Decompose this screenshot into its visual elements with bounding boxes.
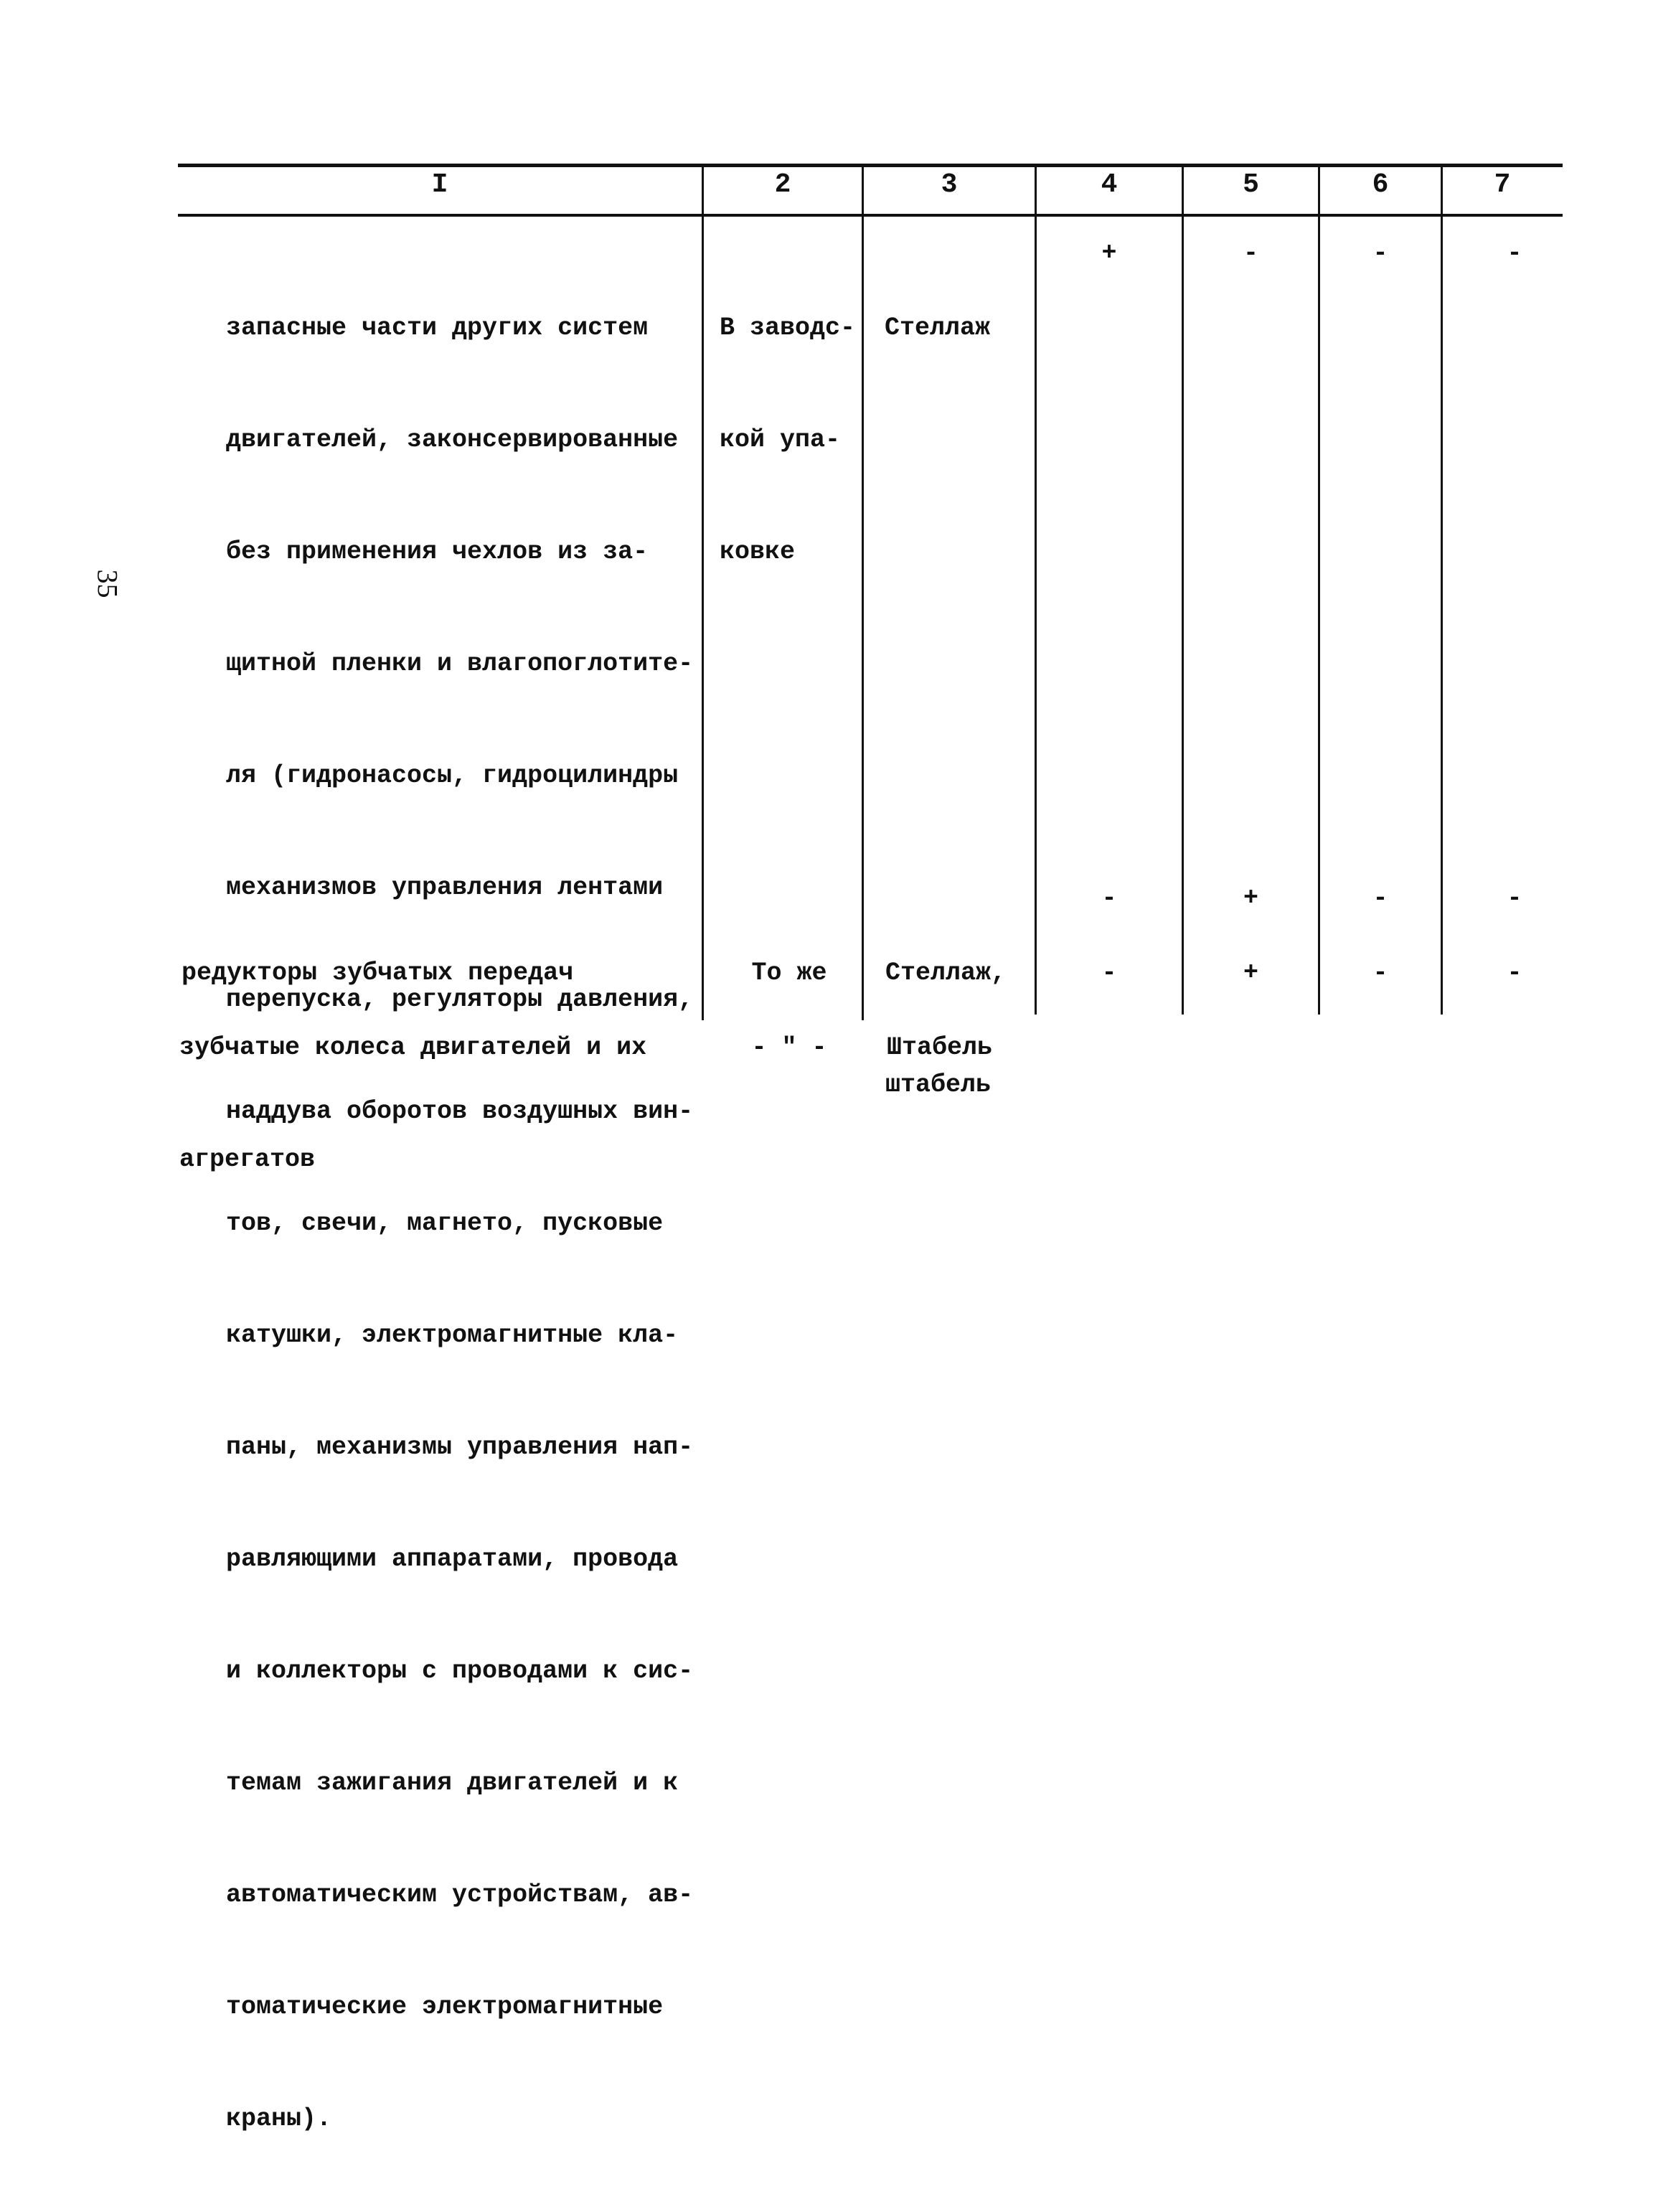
- storage: [887, 954, 992, 1141]
- text-line: и коллекторы с проводами к сис-: [226, 1657, 694, 1685]
- text-line: В заводс-: [720, 314, 856, 342]
- text-line: механизмов управления лентами: [226, 873, 664, 902]
- text-line: паны, механизмы управления нап-: [226, 1433, 694, 1462]
- text-line: темам зажигания двигателей и к: [226, 1769, 679, 1797]
- text-line: автоматическим устройствам, ав-: [226, 1881, 694, 1909]
- table-top-rule: [178, 164, 1563, 167]
- header-col-2: 2: [774, 169, 791, 200]
- packaging: [717, 954, 861, 1141]
- header-col-4: 4: [1101, 169, 1118, 200]
- cell-col-7: -: [1507, 239, 1522, 268]
- header-col-6: 6: [1372, 169, 1389, 200]
- text-line: Стеллаж: [885, 314, 991, 342]
- column-divider: [702, 166, 704, 1020]
- header-col-1: I: [431, 169, 448, 200]
- cell-col-7: -: [1507, 959, 1522, 987]
- cell-col-6: -: [1372, 239, 1388, 268]
- text-line: То же: [751, 959, 827, 987]
- cell-col-4: -: [1101, 959, 1117, 987]
- text-line: равляющими аппаратами, провода: [226, 1545, 679, 1573]
- cell-col-6: -: [1372, 959, 1388, 987]
- column-divider: [862, 166, 864, 1020]
- text-line: зубчатые колеса двигателей и их: [179, 1033, 647, 1062]
- text-line: ковке: [720, 537, 796, 566]
- text-line: наддува оборотов воздушных вин-: [226, 1097, 694, 1126]
- packaging: [720, 235, 855, 645]
- text-line: ля (гидронасосы, гидроцилиндры: [226, 761, 679, 790]
- text-line: без применения чехлов из за-: [226, 537, 649, 566]
- text-line: двигателей, законсервированные: [226, 425, 679, 454]
- text-line: штабель: [885, 1070, 992, 1099]
- cell-col-4: +: [1101, 239, 1117, 268]
- text-line: тов, свечи, магнето, пусковые: [226, 1209, 664, 1238]
- text-line: кой упа-: [720, 425, 841, 454]
- header-col-5: 5: [1243, 169, 1259, 200]
- text-line: перепуска, регуляторы давления,: [226, 985, 694, 1014]
- text-line: редукторы зубчатых передач: [182, 959, 574, 987]
- cell-col-5: -: [1243, 239, 1258, 268]
- cell-col-6: -: [1372, 884, 1388, 913]
- storage: [885, 235, 990, 421]
- cell-col-4: -: [1101, 884, 1117, 913]
- text-line: запасные части других систем: [226, 314, 649, 342]
- item-description: [179, 954, 646, 1253]
- cell-col-5: +: [1243, 884, 1258, 913]
- text-line: щитной пленки и влагопоглотите-: [226, 649, 694, 678]
- text-line: - " -: [751, 1033, 827, 1062]
- cell-col-5: +: [1243, 959, 1258, 987]
- text-line: катушки, электромагнитные кла-: [226, 1321, 679, 1350]
- text-line: краны).: [226, 2104, 332, 2133]
- header-bottom-rule: [178, 214, 1563, 217]
- header-col-7: 7: [1494, 169, 1511, 200]
- text-line: агрегатов: [179, 1145, 316, 1174]
- text-line: Стеллаж,: [885, 959, 1007, 987]
- page-number: 35: [91, 569, 124, 598]
- header-col-3: 3: [941, 169, 958, 200]
- cell-col-7: -: [1507, 884, 1522, 913]
- text-line: Штабель: [887, 1033, 993, 1062]
- text-line: томатические электромагнитные: [226, 1992, 664, 2021]
